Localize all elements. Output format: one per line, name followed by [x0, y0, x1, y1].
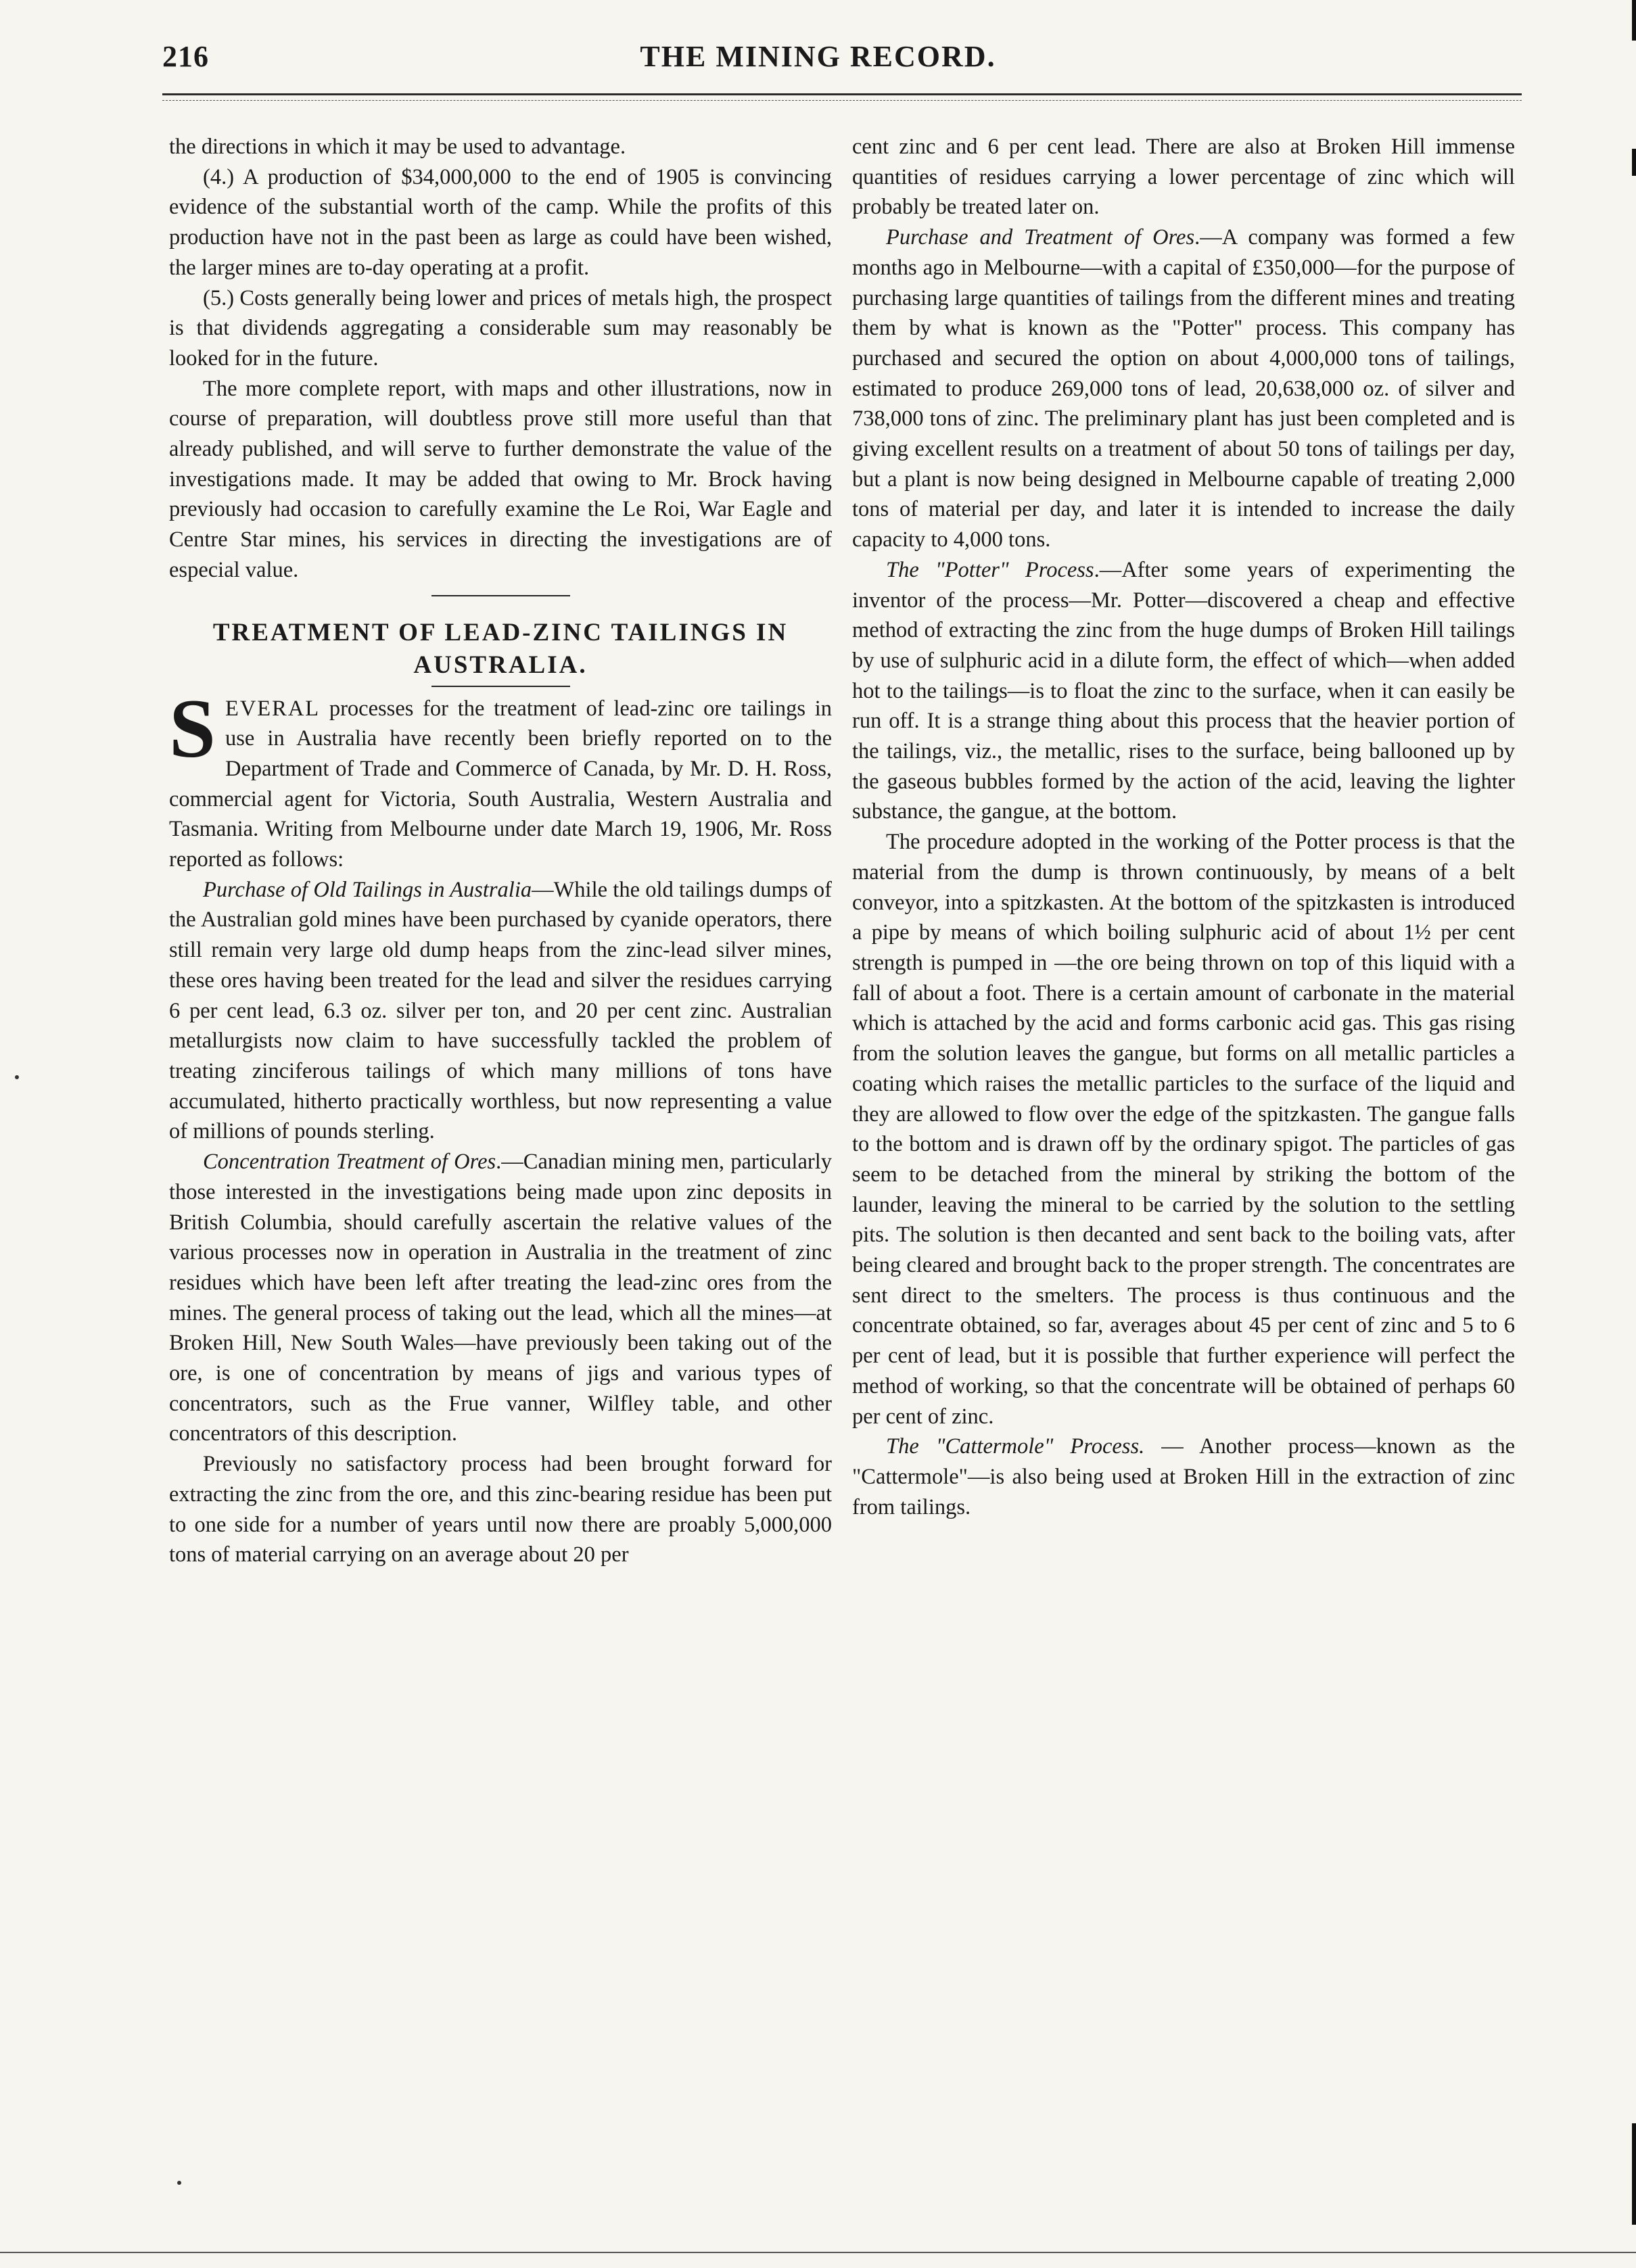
- article-heading: TREATMENT OF LEAD-ZINC TAILINGS IN AUSTRALIA.: [212, 618, 789, 679]
- paragraph: The more complete report, with maps and other illustrations, now in course of preparation, will doubtless prove still more useful than that already published, and will serve to further demonstrate the value of the investigations made. It may be added that owing to Mr. Brock having previously had occasion to carefully examine the Le Roi, War Eagle and Centre Star mines, his services in directing the investigations are of especial value.: [169, 376, 832, 582]
- drop-cap: S: [169, 682, 216, 775]
- paragraph: cent zinc and 6 per cent lead. There are also at Broken Hill immense quantities of residues carrying a lower percentage of zinc which will probably be treated later on.: [852, 135, 1515, 220]
- paragraph: the directions in which it may be used to advantage.: [169, 135, 626, 159]
- paragraph: [852, 555, 1515, 827]
- paragraph: (4.) A production of $34,000,000 to the end of 1905 is convincing evidence of the substantial worth of the camp. While the profits of this production have not in the past been as large as could have been wished, the larger mines are to-day operating at a profit.: [169, 164, 832, 280]
- right-column: [852, 132, 1515, 1522]
- scan-edge-mark: [1632, 149, 1636, 176]
- paragraph: [852, 1432, 1515, 1522]
- scan-speck: [15, 1075, 19, 1079]
- subsection-title: Purchase of Old Tailings in Australia: [203, 877, 532, 902]
- lead-text: processes for the treatment of lead-zinc ore tailings in use in Australia have recently been briefly reported on to the Department of Trade and Commerce of Canada, by Mr. D. H. Ross, commercial agent for Victoria, South Australia, Western Australia and Tasmania. Writing from Melbourne under date March 19, 1906, Mr. Ross reported as follows:: [169, 696, 832, 872]
- paragraph: [169, 875, 832, 1147]
- running-title: THE MINING RECORD.: [640, 40, 996, 73]
- subsection-title: Concentration Treatment of Ores: [203, 1150, 496, 1175]
- paragraph-text: .—Canadian mining men, particularly those interested in the investigations being made upon zinc deposits in British Columbia, should carefully ascertain the relative values of the various processes now in operation in Australia in the treatment of zinc residues which have been left after treating the lead-zinc ores from the mines. The general process of taking out the lead, which all the mines—at Broken Hill, New South Wales—have previously been taking out of the ore, is one of concentration by means of jigs and various types of concentrators, such as the Frue vanner, Wilfley table, and other concentrators of this description.: [169, 1150, 832, 1446]
- page-number: 216: [162, 40, 209, 73]
- paragraph: [169, 1147, 832, 1449]
- left-column: [169, 132, 832, 1570]
- subsection-title: The "Cattermole" Process.: [886, 1434, 1145, 1459]
- paragraph: (5.) Costs generally being lower and prices of metals high, the prospect is that dividends aggregating a considerable sum may reasonably be looked for in the future.: [169, 285, 832, 371]
- paragraph-text: — Another process—known as the "Cattermole"—is also being used at Broken Hill in the extraction of zinc from tailings.: [852, 1434, 1516, 1519]
- lead-smallcaps: EVERAL: [225, 696, 321, 721]
- subsection-title: The "Potter" Process: [886, 557, 1094, 582]
- heading-underline: [431, 686, 570, 687]
- scan-speck: [177, 2181, 181, 2185]
- header-rule: [162, 93, 1522, 95]
- header-rule-secondary: [162, 100, 1522, 101]
- paragraph: [852, 222, 1515, 555]
- paragraph: Previously no satisfactory process had been brought forward for extracting the zinc from the ore, and this zinc-bearing residue has been put to one side for a number of years until now there are proably 5,000,000 tons of material carrying on an average about 20 per: [169, 1452, 832, 1567]
- paragraph: The procedure adopted in the working of the Potter process is that the material from the dump is thrown continuously, by means of a belt conveyor, into a spitzkasten. At the bottom of the spitzkasten is introduced a pipe by means of which boiling sulphuric acid of about 1½ per cent strength is pumped in —the ore being thrown on top of this liquid with a fall of about a foot. There is a certain amount of carbonate in the material which is attached by the acid and forms carbonic acid gas. This gas rising from the solution leaves the gangue, but forms on all metallic particles a coating which raises the metallic particles to the surface of the liquid and they are allowed to flow over the edge of the spitzkasten. The gangue falls to the bottom and is drawn off by the ordinary spigot. The particles of gas seem to be detached from the mineral by striking the bottom of the launder, leaving the mineral to be carried by the solution to the settling pits. The solution is then decanted and sent back to the boiling vats, after being cleared and brought back to the proper strength. The concentrates are sent direct to the smelters. The process is thus continuous and the concentrate obtained, so far, averages about 45 per cent of zinc and 5 to 6 per cent of lead, but it is possible that further experience will perfect the method of working, so that the concentrate will be obtained of perhaps 60 per cent of zinc.: [852, 830, 1515, 1429]
- paragraph-text: —While the old tailings dumps of the Australian gold mines have been purchased by cyanide operators, there still remain very large old dump heaps from the zinc-lead silver mines, these ores having been treated for the lead and silver the residues carrying 6 per cent lead, 6.3 oz. silver per ton, and 20 per cent zinc. Australian metallurgists now claim to have successfully tackled the problem of treating zinciferous tailings of which many millions of tons have accumulated, hitherto practically worthless, but now representing a value of millions of pounds sterling.: [169, 877, 832, 1144]
- scan-edge-mark: [1632, 2123, 1636, 2225]
- paragraph-text: .—After some years of experimenting the inventor of the process—Mr. Potter—discovered a cheap and effective method of extracting the zinc from the huge dumps of Broken Hill tailings by use of sulphuric acid in a dilute form, the effect of which—when added hot to the tailings—is to float the zinc to the surface, when it can easily be run off. It is a strange thing about this process that the heavier portion of the tailings, viz., the metallic, rises to the surface, being ballooned up by the gaseous bubbles formed by the action of the acid, leaving the lighter substance, the gangue, at the bottom.: [852, 557, 1515, 824]
- bottom-edge: [0, 2252, 1636, 2253]
- scan-edge-mark: [1632, 0, 1636, 41]
- lead-paragraph: [169, 682, 832, 875]
- section-divider: [431, 595, 570, 596]
- subsection-title: Purchase and Treatment of Ores: [886, 225, 1195, 250]
- paragraph-text: .—A company was formed a few months ago in Melbourne—with a capital of £350,000—for the purpose of purchasing large quantities of tailings from the different mines and treating them by what is known as the "Potter" process. This company has purchased and secured the option on about 4,000,000 tons of tailings, estimated to produce 269,000 tons of lead, 20,638,000 oz. of silver and 738,000 tons of zinc. The preliminary plant has just been completed and is giving excellent results on a treatment of about 50 tons of tailings per day, but a plant is now being designed in Melbourne capable of treating 2,000 tons of material per day, and later it is intended to increase the daily capacity to 4,000 tons.: [852, 225, 1515, 552]
- page-header: [0, 0, 1636, 101]
